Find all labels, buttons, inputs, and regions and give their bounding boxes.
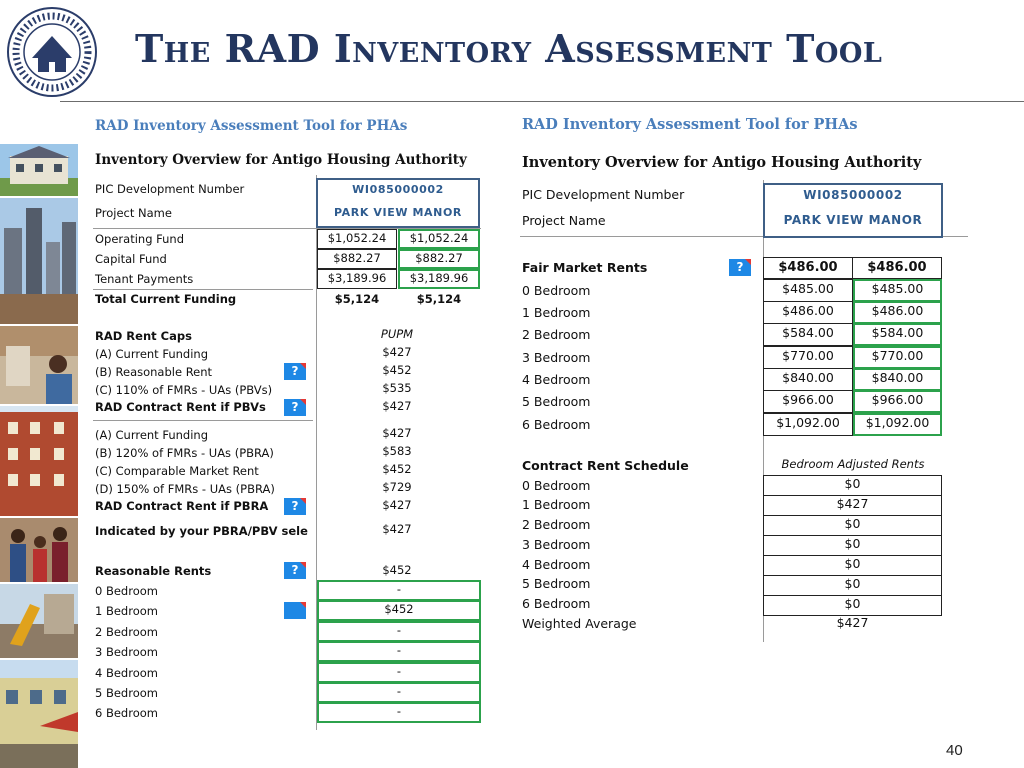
fmr-input[interactable]: $966.00 [853,390,942,413]
reasonable-rent-label: 1 Bedroom [95,604,158,618]
slide-title: The RAD Inventory Assessment Tool [135,26,883,71]
fmr-row-label: 0 Bedroom [522,283,591,298]
indicated-selection-label: Indicated by your PBRA/PBV sele [95,526,308,538]
fmr-input[interactable]: $485.00 [853,279,942,302]
left-project-label: Project Name [95,206,172,220]
right-row-rule [520,236,968,237]
pbra-item-label: (C) Comparable Market Rent [95,464,259,478]
help-button[interactable]: ? [284,363,306,380]
reasonable-rent-label: 5 Bedroom [95,686,158,700]
fmr-value: $584.00 [763,323,853,346]
funding-input[interactable]: $1,052.24 [398,229,480,249]
rent-cap-label: (A) Current Funding [95,347,208,361]
reasonable-rents-title: Reasonable Rents [95,564,212,578]
reasonable-rent-input[interactable]: - [317,682,481,703]
help-button[interactable]: ? [729,259,751,276]
note-marker[interactable] [284,602,306,619]
fmr-input[interactable]: $584.00 [853,323,942,346]
fmr-input[interactable]: $486.00 [853,301,942,324]
fmr-value: $840.00 [763,368,853,391]
left-project-value: PARK VIEW MANOR [334,206,462,219]
crs-value: $0 [763,475,942,496]
right-tool-header: RAD Inventory Assessment Tool for PHAs [522,116,858,133]
reasonable-rents-value: $452 [382,563,412,577]
right-column-divider [763,180,764,642]
right-project-value: PARK VIEW MANOR [783,213,923,227]
pupm-label: PUPM [380,327,414,341]
fmr-value: $486.00 [763,301,853,324]
reasonable-rent-label: 6 Bedroom [95,706,158,720]
crs-value: $0 [763,535,942,556]
fmr-value: $1,092.00 [763,413,853,436]
reasonable-rent-input[interactable]: - [317,641,481,662]
funding-label: Tenant Payments [95,272,194,286]
pbra-item-label: (D) 150% of FMRs - UAs (PBRA) [95,482,275,496]
crs-value: $427 [763,495,942,516]
rent-cap-label: (C) 110% of FMRs - UAs (PBVs) [95,383,273,397]
pbv-contract-rent-label: RAD Contract Rent if PBVs [95,400,266,414]
reasonable-rent-input[interactable]: - [317,621,481,642]
pbra-item-label: (B) 120% of FMRs - UAs (PBRA) [95,446,274,460]
rent-cap-value: $452 [382,363,412,377]
crs-weighted-average: $427 [836,615,869,630]
left-pic-value: WI085000002 [352,183,444,196]
pbv-contract-rent-value: $427 [382,399,412,413]
crs-row-label: 6 Bedroom [522,596,591,611]
right-pic-value: WI085000002 [803,188,903,202]
right-project-box [763,183,943,238]
crs-row-label: 0 Bedroom [522,478,591,493]
crs-row-label: 3 Bedroom [522,537,591,552]
reasonable-rent-label: 4 Bedroom [95,666,158,680]
left-row-rule [93,289,313,290]
fmr-row-label: 5 Bedroom [522,394,591,409]
funding-input[interactable]: $882.27 [398,249,480,269]
rent-cap-label: (B) Reasonable Rent [95,365,213,379]
total-funding-value: $5,124 [416,292,462,306]
fmr-title: Fair Market Rents [522,260,648,275]
fmr-value: $485.00 [763,279,853,302]
reasonable-rent-input[interactable]: $452 [317,600,481,621]
left-overview-title: Inventory Overview for Antigo Housing Authority [95,152,467,168]
reasonable-rent-input[interactable]: - [317,662,481,683]
crs-value: $0 [763,515,942,536]
pbra-item-value: $452 [382,462,412,476]
left-tool-header: RAD Inventory Assessment Tool for PHAs [95,118,408,134]
funding-label: Capital Fund [95,252,167,266]
crs-title: Contract Rent Schedule [522,458,689,473]
pbra-item-value: $427 [382,426,412,440]
total-funding-label: Total Current Funding [95,292,237,306]
funding-value: $882.27 [317,249,397,269]
crs-row-label: 2 Bedroom [522,517,591,532]
fmr-input[interactable]: $770.00 [853,346,942,369]
fmr-value: $966.00 [763,390,853,413]
reasonable-rent-label: 3 Bedroom [95,645,158,659]
help-button[interactable]: ? [284,562,306,579]
pbra-item-value: $583 [382,444,412,458]
pbra-contract-rent-value: $427 [382,498,412,512]
pbra-item-label: (A) Current Funding [95,428,208,442]
fmr-row-label: 2 Bedroom [522,327,591,342]
rent-cap-value: $427 [382,345,412,359]
rent-cap-value: $535 [382,381,412,395]
crs-row-label: Weighted Average [522,616,637,631]
crs-value: $0 [763,595,942,616]
right-project-label: Project Name [522,213,606,228]
fmr-row-label: 1 Bedroom [522,305,591,320]
reasonable-rent-label: 0 Bedroom [95,584,158,598]
fmr-head-value: $486.00 [763,257,853,279]
funding-value: $1,052.24 [317,229,397,249]
crs-value: $0 [763,575,942,596]
left-row-rule [93,420,313,421]
total-funding-value: $5,124 [334,292,380,306]
fmr-row-label: 6 Bedroom [522,417,591,432]
fmr-input[interactable]: $1,092.00 [853,413,942,436]
fmr-input[interactable]: $840.00 [853,368,942,391]
fmr-value: $770.00 [763,346,853,369]
help-button[interactable]: ? [284,498,306,515]
page-number: 40 [946,742,963,759]
crs-value: $0 [763,555,942,576]
reasonable-rent-input[interactable]: - [317,702,481,723]
crs-subtitle: Bedroom Adjusted Rents [781,457,925,471]
fmr-head-value: $486.00 [852,257,942,279]
crs-row-label: 5 Bedroom [522,576,591,591]
crs-row-label: 4 Bedroom [522,557,591,572]
right-overview-title: Inventory Overview for Antigo Housing Authority [522,154,922,171]
reasonable-rent-input[interactable]: - [317,580,481,601]
funding-input[interactable]: $3,189.96 [398,269,480,289]
help-button[interactable]: ? [284,399,306,416]
funding-value: $3,189.96 [317,269,397,289]
right-pic-label: PIC Development Number [522,187,685,202]
rent-caps-title: RAD Rent Caps [95,329,192,343]
fmr-row-label: 4 Bedroom [522,372,591,387]
funding-label: Operating Fund [95,232,185,246]
pbra-contract-rent-label: RAD Contract Rent if PBRA [95,499,269,513]
reasonable-rent-label: 2 Bedroom [95,625,158,639]
pbra-item-value: $729 [382,480,412,494]
left-pic-label: PIC Development Number [95,182,245,196]
indicated-selection-value: $427 [382,522,412,536]
fmr-row-label: 3 Bedroom [522,350,591,365]
crs-row-label: 1 Bedroom [522,497,591,512]
